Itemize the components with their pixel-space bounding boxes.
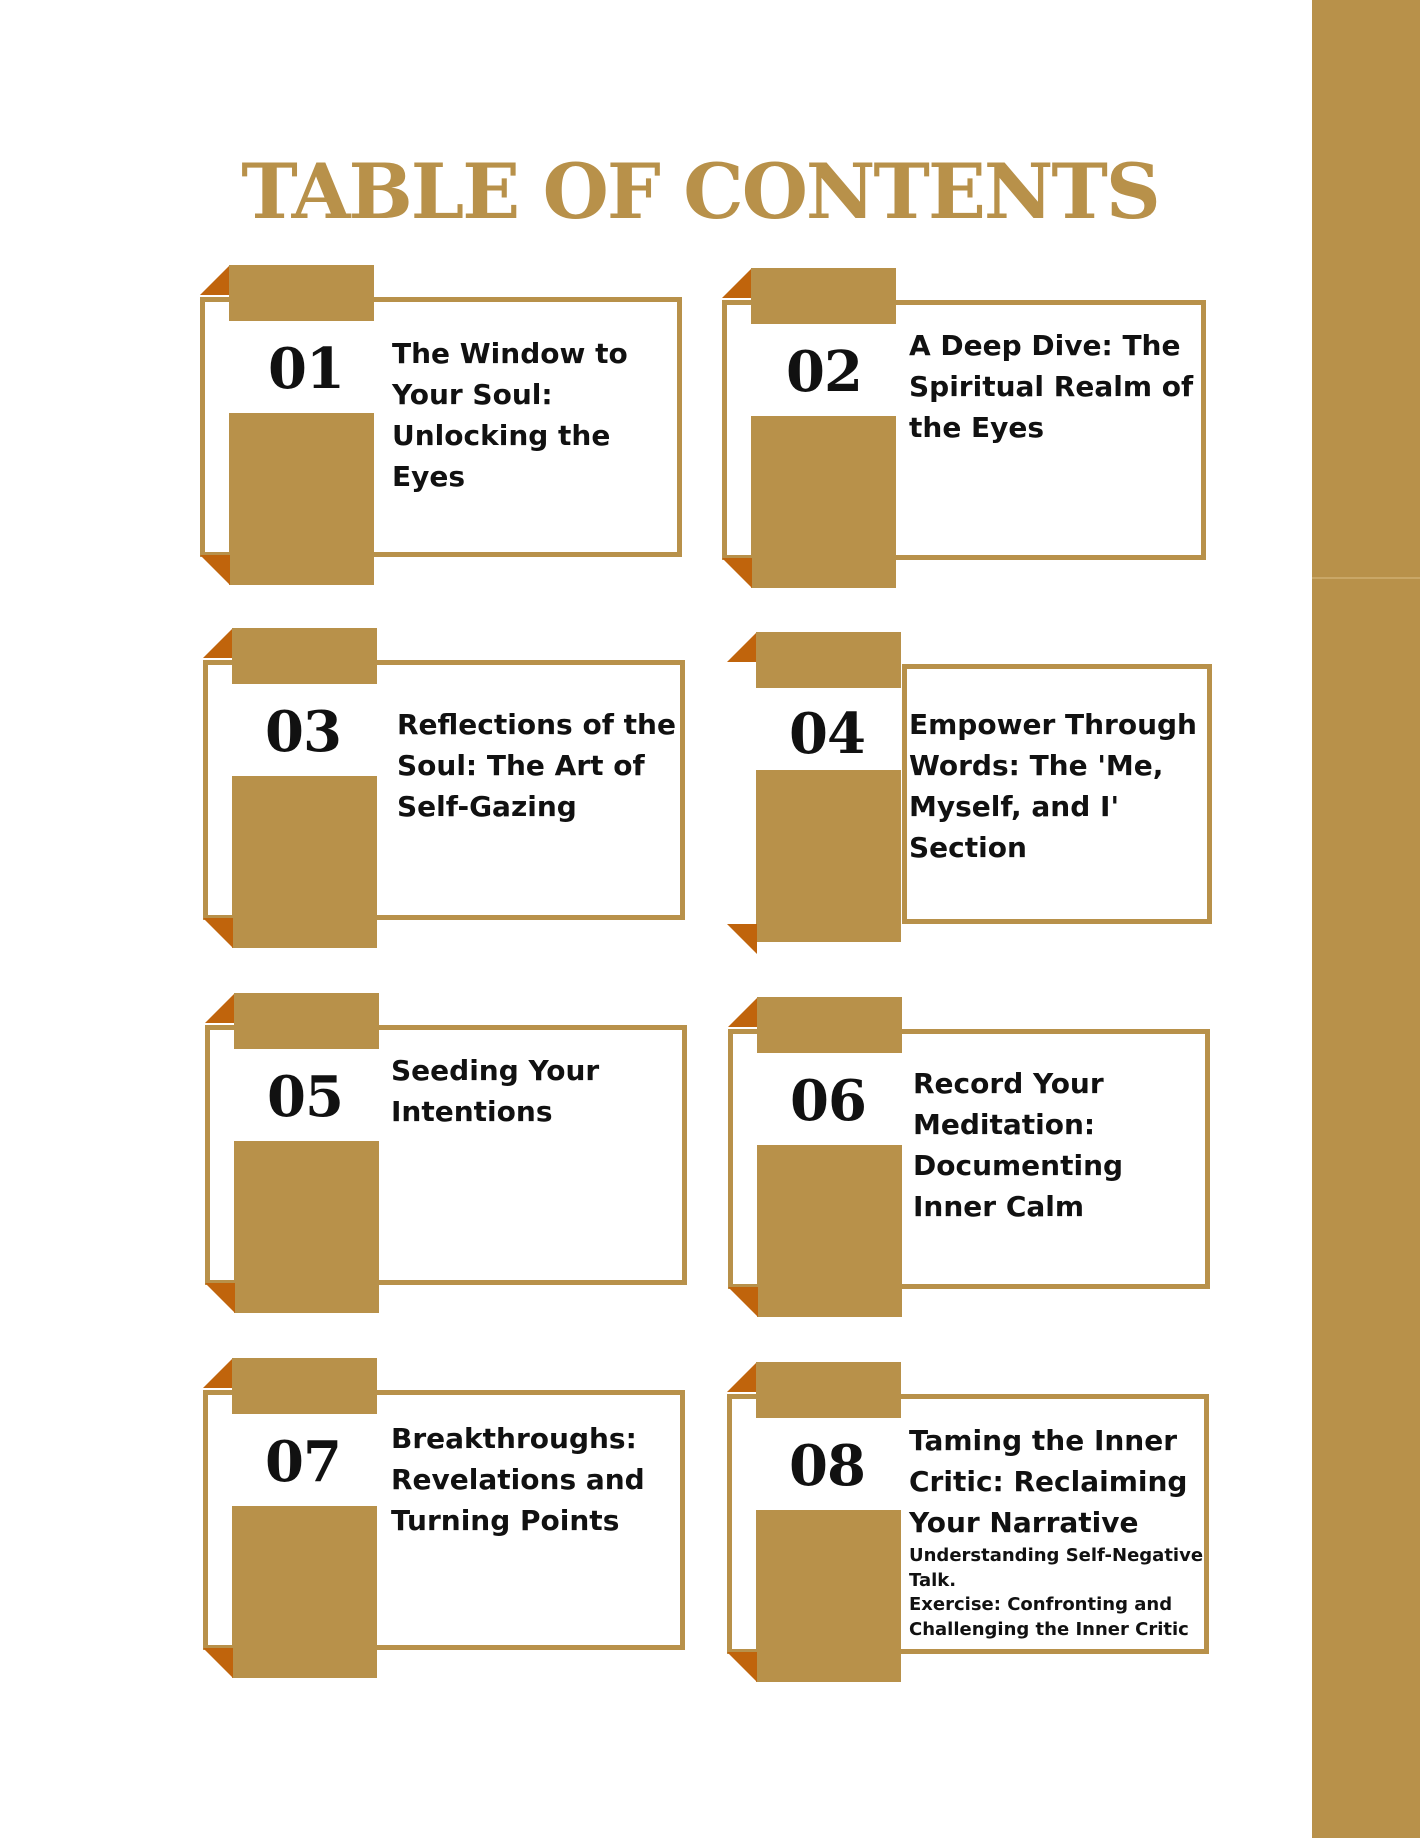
fold-corner-top — [727, 1362, 757, 1392]
fold-corner-bottom — [203, 1648, 233, 1678]
fold-corner-top — [727, 632, 757, 662]
card-block — [757, 1145, 902, 1317]
chapter-number: 06 — [790, 1068, 866, 1134]
card-block — [751, 416, 896, 588]
chapter-number: 07 — [265, 1429, 341, 1495]
card-tab-top — [756, 1362, 901, 1418]
card-block — [756, 1510, 901, 1682]
card-tab-top — [232, 1358, 377, 1414]
card-tab-top — [756, 632, 901, 688]
chapter-title: Reflections of the Soul: The Art of Self-Gazing — [397, 708, 676, 823]
side-accent-bar — [1312, 0, 1420, 1838]
chapter-title: Empower Through Words: The 'Me, Myself, and I' Section — [909, 708, 1197, 864]
chapter-number: 03 — [265, 699, 341, 765]
page-title: TABLE OF CONTENTS — [241, 147, 1159, 236]
chapter-number: 05 — [267, 1064, 343, 1130]
chapter-number: 04 — [789, 701, 865, 767]
card-block — [234, 1141, 379, 1313]
fold-corner-top — [205, 993, 235, 1023]
fold-corner-bottom — [205, 1283, 235, 1313]
card-tab-top — [757, 997, 902, 1053]
chapter-title: Seeding Your Intentions — [391, 1054, 600, 1128]
fold-corner-top — [722, 268, 752, 298]
chapter-title: Taming the Inner Critic: Reclaiming Your Narrative — [909, 1424, 1188, 1539]
chapter-title: The Window to Your Soul: Unlocking the Eyes — [392, 337, 628, 493]
card-tab-top — [232, 628, 377, 684]
fold-corner-bottom — [727, 1652, 757, 1682]
card-block — [232, 776, 377, 948]
fold-corner-bottom — [722, 558, 752, 588]
fold-corner-bottom — [727, 924, 757, 954]
card-block — [229, 413, 374, 585]
chapter-subitem: Exercise: Confronting and Challenging the Inner Critic — [909, 1594, 1189, 1640]
chapter-number: 01 — [268, 336, 344, 402]
card-block — [232, 1506, 377, 1678]
fold-corner-bottom — [728, 1287, 758, 1317]
chapter-number: 08 — [789, 1433, 865, 1499]
fold-corner-top — [728, 997, 758, 1027]
fold-corner-bottom — [203, 918, 233, 948]
fold-corner-bottom — [200, 555, 230, 585]
card-tab-top — [229, 265, 374, 321]
side-accent-divider — [1312, 577, 1420, 579]
chapter-number: 02 — [786, 339, 862, 405]
chapter-title: Breakthroughs: Revelations and Turning Points — [391, 1422, 645, 1537]
chapter-title: A Deep Dive: The Spiritual Realm of the Eyes — [909, 329, 1194, 444]
fold-corner-top — [203, 1358, 233, 1388]
chapter-subitem: Understanding Self-Negative Talk. — [909, 1545, 1204, 1591]
fold-corner-top — [203, 628, 233, 658]
card-block — [756, 770, 901, 942]
card-tab-top — [234, 993, 379, 1049]
card-tab-top — [751, 268, 896, 324]
chapter-title: Record Your Meditation: Documenting Inner Calm — [913, 1067, 1124, 1223]
fold-corner-top — [200, 265, 230, 295]
